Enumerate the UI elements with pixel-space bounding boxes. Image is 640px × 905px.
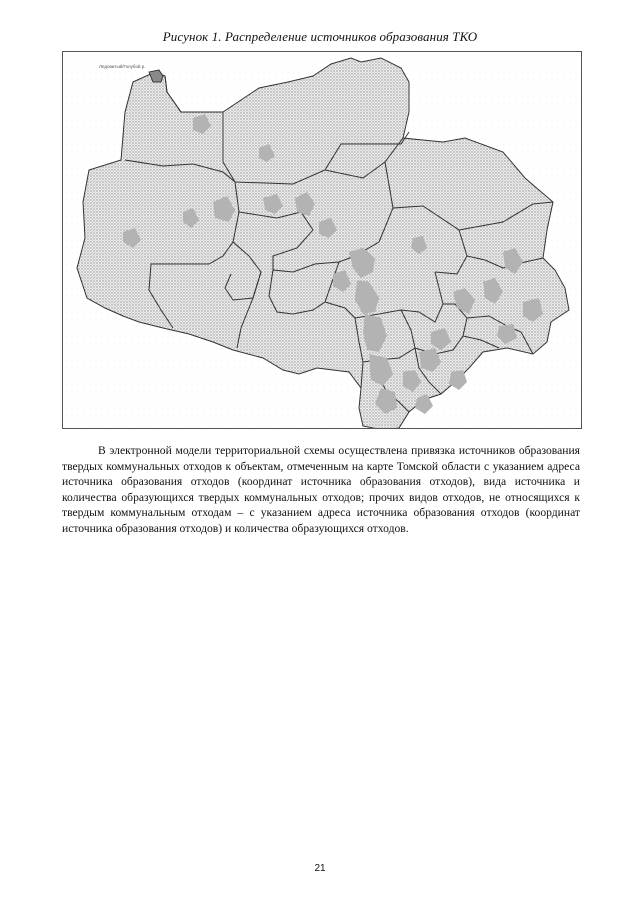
- map-corner-label: Ледовитый/Голубой р.: [99, 64, 146, 69]
- region-map: [63, 52, 582, 429]
- body-paragraph: В электронной модели территориальной схемы осуществлена привязка источников образования твердых коммунальных отходов к объектам, отмеченным на карте Томской области с указанием адреса источника образования отходов (координат источника образования отходов), вида источника и количества образующихся твердых коммунальных отходов; прочих видов отходов, не относящихся к твердым коммунальным отходам – с указанием адреса источника образования отходов (координат источника образования отходов) и количества образующихся отходов.: [62, 444, 580, 535]
- figure-caption: Рисунок 1. Распределение источников образования ТКО: [162, 29, 478, 44]
- map-figure: [62, 51, 582, 429]
- page-number: 21: [314, 863, 326, 874]
